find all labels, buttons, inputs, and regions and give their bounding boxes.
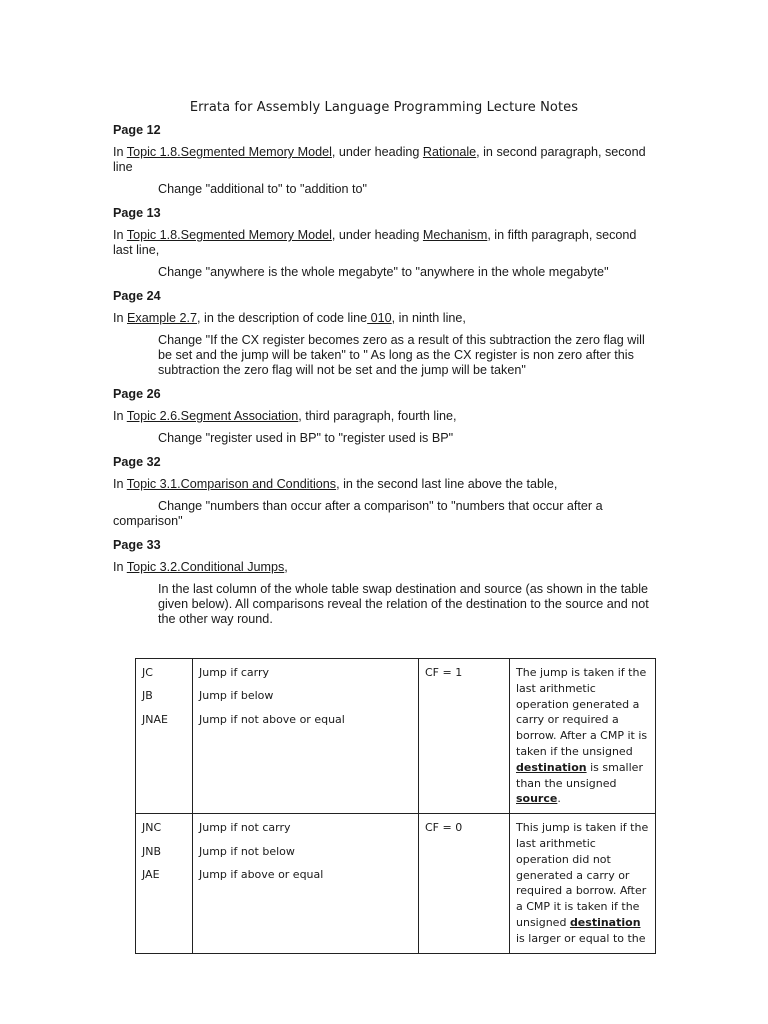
errata-section [113, 387, 653, 446]
document-title: Errata for Assembly Language Programming Lecture Notes [189, 100, 579, 115]
description-text: is larger or equal to the [516, 931, 646, 945]
change-text: In the last column of the whole table swap destination and source (as shown in the table given below). All comparisons reveal the relation of the destination to the source and not the other way round. [158, 582, 649, 626]
description-cell [510, 814, 656, 953]
location-mid: , in the description of code line [197, 311, 368, 325]
mnemonic: JNAE [142, 712, 168, 726]
conditional-jumps-table [135, 658, 656, 954]
meaning: Jump if not below [199, 844, 295, 858]
location-prefix: In [113, 409, 127, 423]
location-text [113, 409, 653, 424]
errata-section [113, 289, 653, 378]
mnemonic: JNB [142, 844, 162, 858]
location-prefix: In [113, 477, 127, 491]
change-text: Change "additional to" to "addition to" [158, 182, 368, 196]
errata-section [113, 455, 653, 529]
description-text: . [557, 792, 561, 806]
table-row [136, 814, 656, 953]
errata-section [113, 538, 653, 627]
location-text [113, 228, 653, 258]
location-suffix: , in the second last line above the table, [336, 477, 558, 491]
meaning: Jump if below [199, 689, 274, 703]
mnemonic: JNC [142, 821, 162, 835]
location-prefix: In [113, 311, 128, 325]
mnemonic-cell [136, 659, 193, 814]
location-prefix: In [113, 560, 127, 574]
meaning: Jump if not above or equal [199, 712, 345, 726]
topic-link[interactable]: Topic 3.1.Comparison and Conditions [126, 477, 337, 491]
location-mid: , under heading [331, 145, 423, 159]
topic-link[interactable]: Topic 2.6.Segment Association [126, 409, 299, 423]
code-line-link[interactable]: 010 [367, 311, 392, 325]
topic-link[interactable]: Topic 1.8.Segmented Memory Model [126, 228, 332, 242]
change-text: Change "register used in BP" to "register used is BP" [158, 431, 454, 445]
location-text [113, 477, 653, 492]
location-suffix: , in fifth paragraph, second last line, [113, 228, 637, 257]
page-heading: Page 13 [113, 206, 161, 220]
source-term: source [516, 792, 558, 806]
location-prefix: In [113, 228, 127, 242]
change-text: Change "numbers than occur after a comparison" to "numbers that occur after a comparison" [113, 499, 603, 528]
location-suffix: , in ninth line, [391, 311, 466, 325]
errata-list [113, 123, 653, 636]
page-heading: Page 12 [113, 123, 161, 137]
flag-cell: CF = 0 [419, 814, 510, 953]
heading-link[interactable]: Mechanism [422, 228, 488, 242]
page-heading: Page 32 [113, 455, 161, 469]
meaning: Jump if carry [199, 666, 269, 679]
page-heading: Page 33 [113, 538, 161, 552]
errata-section [113, 123, 653, 197]
meaning: Jump if above or equal [199, 867, 324, 881]
example-link[interactable]: Example 2.7 [127, 311, 198, 325]
description-text: This jump is taken if the last arithmetic operation did not generated a carry or required a borrow. After a CMP it is taken if the unsigned [516, 821, 649, 929]
table-row [136, 659, 656, 814]
page-heading: Page 26 [113, 387, 161, 401]
mnemonic: JB [142, 689, 153, 703]
location-mid: , under heading [331, 228, 423, 242]
errata-section [113, 206, 653, 280]
meaning-cell [193, 814, 419, 953]
location-suffix: , in second paragraph, second line [113, 145, 646, 174]
change-text: Change "If the CX register becomes zero as a result of this subtraction the zero flag will be set and the jump will be taken" to " As long as the CX register is non zero after this subtraction the zero flag will not be set and the jump will be taken" [158, 333, 645, 377]
destination-term: destination [569, 915, 641, 929]
meaning-cell [193, 659, 419, 814]
mnemonic: JC [142, 666, 153, 679]
location-text [113, 560, 653, 575]
change-text: Change "anywhere is the whole megabyte" to "anywhere in the whole megabyte" [158, 265, 609, 279]
location-suffix: , third paragraph, fourth line, [298, 409, 457, 423]
destination-term: destination [516, 760, 587, 774]
topic-link[interactable]: Topic 3.2.Conditional Jumps [126, 560, 285, 574]
description-text: The jump is taken if the last arithmetic operation generated a carry or required a borrow. After a CMP it is taken if the unsigned [516, 666, 648, 758]
location-prefix: In [113, 145, 127, 159]
mnemonic: JAE [142, 867, 160, 881]
topic-link[interactable]: Topic 1.8.Segmented Memory Model [126, 145, 332, 159]
page-heading: Page 24 [113, 289, 161, 303]
description-cell [510, 659, 656, 814]
location-suffix: , [284, 560, 288, 574]
flag-cell: CF = 1 [419, 659, 510, 814]
meaning: Jump if not carry [199, 821, 291, 835]
mnemonic-cell [136, 814, 193, 953]
description-text: is smaller than the unsigned [516, 760, 643, 790]
location-text [113, 145, 653, 175]
heading-link[interactable]: Rationale [422, 145, 477, 159]
location-text [113, 311, 653, 326]
